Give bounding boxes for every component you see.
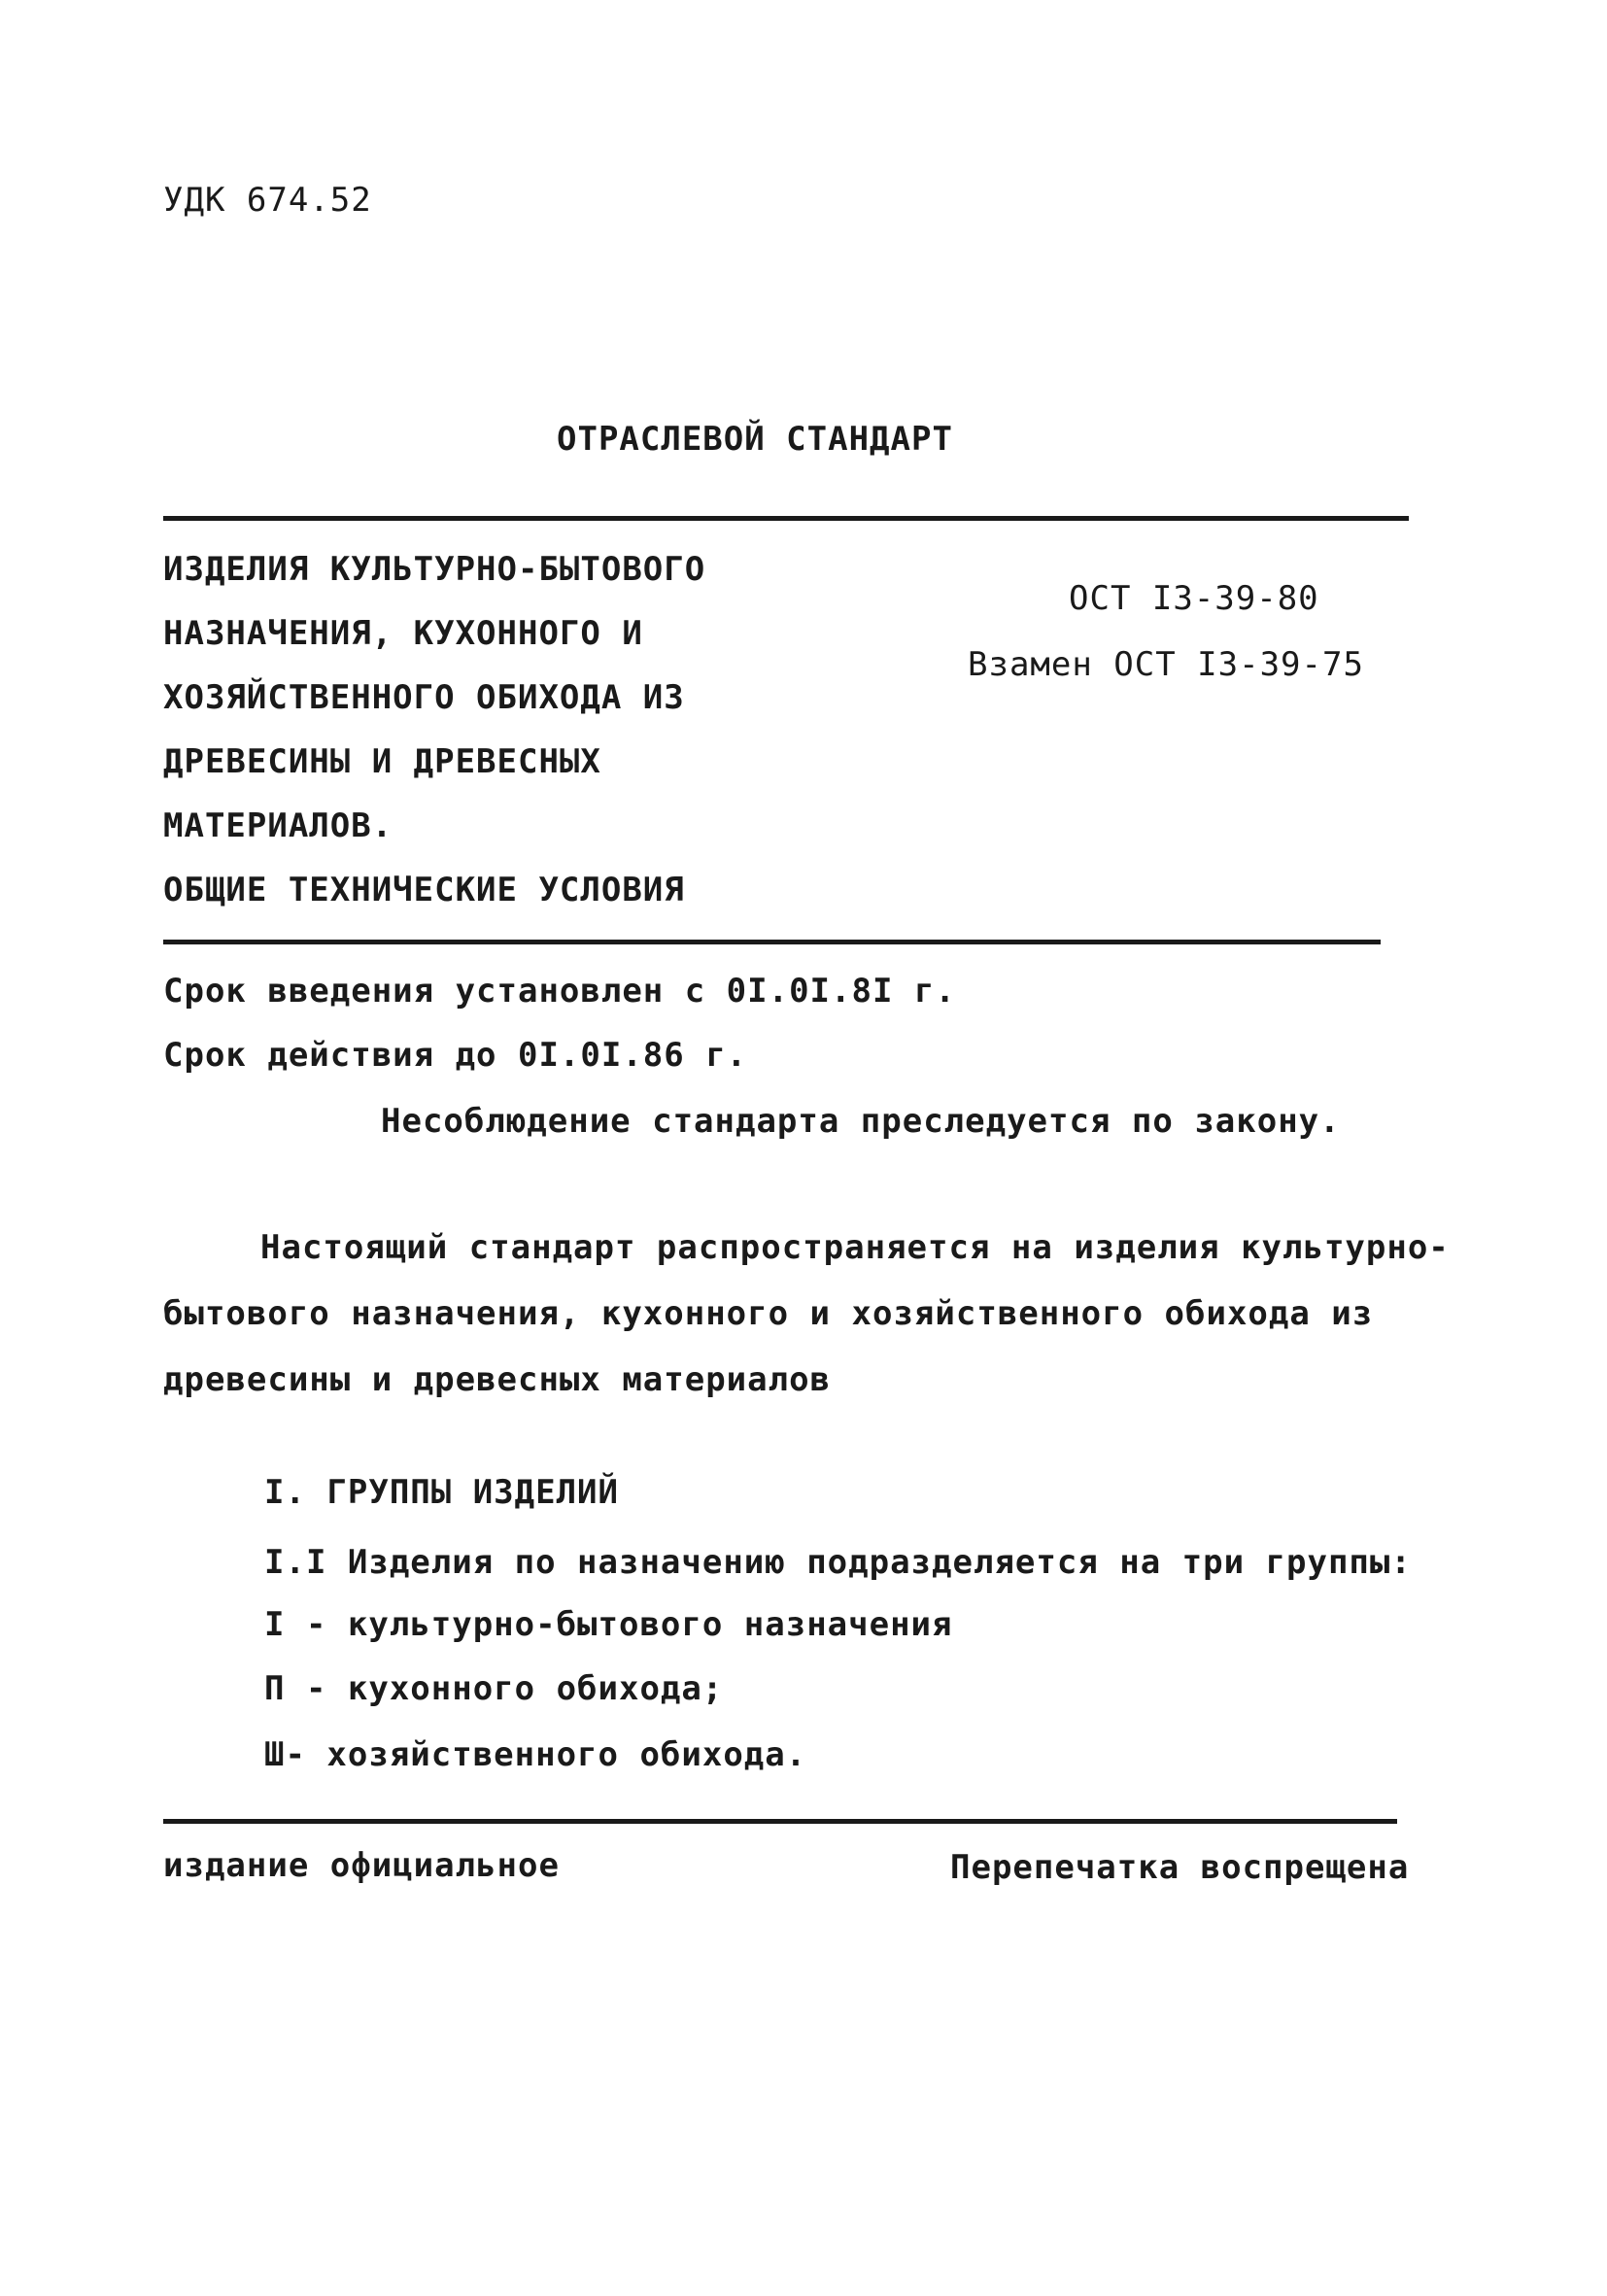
intro-line: бытового назначения, кухонного и хозяйственного обихода из xyxy=(163,1294,1374,1333)
top-rule xyxy=(163,516,1409,521)
intro-line: Настоящий стандарт распространяется на изделия культурно- xyxy=(260,1228,1450,1267)
list-item: I - культурно-бытового назначения xyxy=(264,1605,953,1644)
standard-number: ОСТ I3-39-80 xyxy=(1069,579,1319,618)
legal-notice: Несоблюдение стандарта преследуется по закону. xyxy=(381,1102,1341,1141)
document-type-title: ОТРАСЛЕВОЙ СТАНДАРТ xyxy=(557,420,953,459)
product-title-line: ОБЩИЕ ТЕХНИЧЕСКИЕ УСЛОВИЯ xyxy=(163,871,685,909)
intro-line: древесины и древесных материалов xyxy=(163,1360,832,1399)
list-item: П - кухонного обихода; xyxy=(264,1669,724,1708)
replaces-standard: Взамен ОСТ I3-39-75 xyxy=(968,645,1364,684)
product-title-line: ИЗДЕЛИЯ КУЛЬТУРНО-БЫТОВОГО xyxy=(163,550,706,589)
edition-note: издание официальное xyxy=(163,1846,560,1885)
section-clause: I.I Изделия по назначению подразделяется на три группы: xyxy=(264,1543,1412,1582)
udk-code: УДК 674.52 xyxy=(163,181,372,220)
list-item: Ш- хозяйственного обихода. xyxy=(264,1735,807,1774)
product-title-line: ДРЕВЕСИНЫ И ДРЕВЕСНЫХ xyxy=(163,742,601,781)
product-title-line: НАЗНАЧЕНИЯ, КУХОННОГО И xyxy=(163,614,643,653)
product-title-line: ХОЗЯЙСТВЕННОГО ОБИХОДА ИЗ xyxy=(163,678,685,717)
middle-rule xyxy=(163,940,1381,944)
reprint-notice: Перепечатка воспрещена xyxy=(950,1848,1410,1887)
section-heading: I. ГРУППЫ ИЗДЕЛИЙ xyxy=(264,1473,619,1512)
effective-date: Срок введения установлен с 0I.0I.8I г. xyxy=(163,972,956,1011)
product-title-line: МАТЕРИАЛОВ. xyxy=(163,806,393,845)
bottom-rule xyxy=(163,1819,1397,1824)
validity-date: Срок действия до 0I.0I.86 г. xyxy=(163,1036,748,1075)
